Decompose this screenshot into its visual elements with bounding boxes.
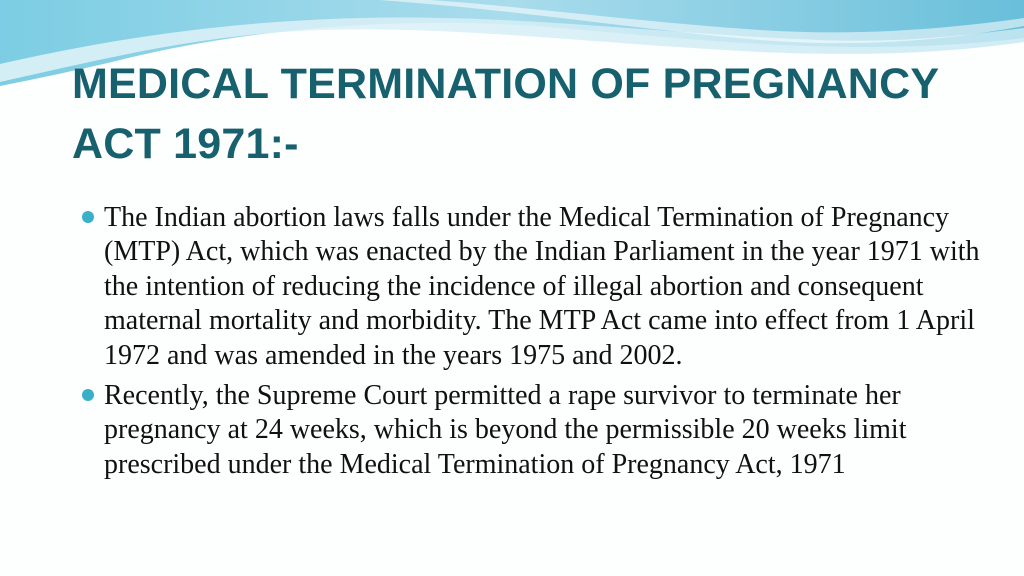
- bullet-text: The Indian abortion laws falls under the Medical Termination of Pregnancy (MTP) Act, which was enacted by the Indian Parliament in the year 1971 with the intention of reducing the incidence of illegal abortion and consequent maternal mortality and morbidity. The MTP Act came into effect from 1 April 1972 and was amended in the years 1975 and 2002.: [104, 202, 980, 371]
- slide-title: MEDICAL TERMINATION OF PREGNANCY ACT 1971:-: [72, 60, 939, 168]
- bullet-list: [82, 201, 1002, 488]
- list-item: [82, 379, 1002, 482]
- list-item: [82, 201, 1002, 373]
- bullet-text: Recently, the Supreme Court permitted a rape survivor to terminate her pregnancy at 24 weeks, which is beyond the permissible 20 weeks limit prescribed under the Medical Termination of Pregnancy Act, 1971: [104, 380, 907, 480]
- bullet-icon: [82, 389, 94, 401]
- bullet-icon: [82, 211, 94, 223]
